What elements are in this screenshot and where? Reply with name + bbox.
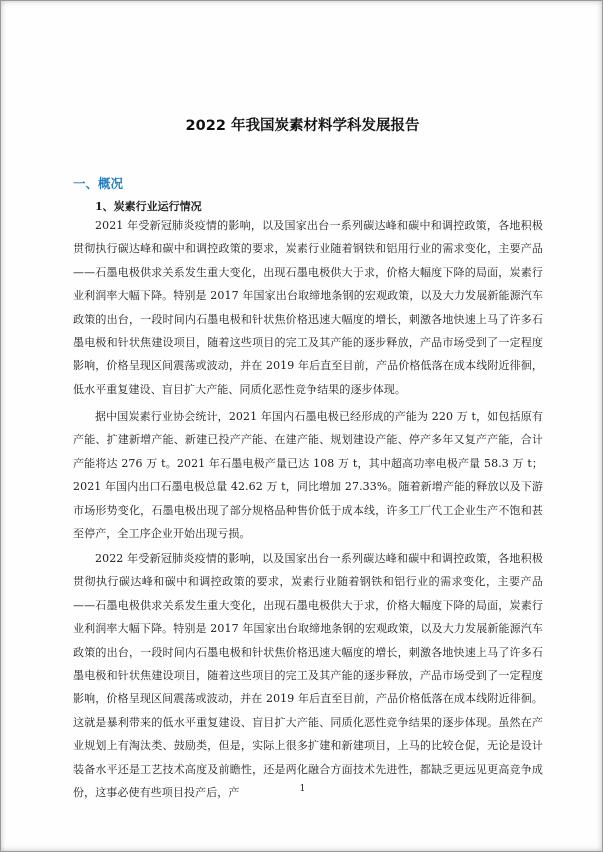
body-paragraph: 2021 年受新冠肺炎疫情的影响，以及国家出台一系列碳达峰和碳中和调控政策，各地积极贯彻执行碳达峰和碳中和调控政策的要求，炭素行业随着钢铁和铝用行业的需求变化，主要产品——石墨电极供求关系发生重大变化，出现石墨电极供大于求，价格大幅度下降的局面，炭素行业利润率大幅下降。特别是 2017 年国家出台取缔地条钢的宏观政策，以及大力发展新能源汽车政策的出台，一段时间内石墨电极和针状焦价格迅速大幅度的增长，刺激各地快速上马了许多石墨电极和针状焦建设项目，随着这些项目的完工及其产能的逐步释放，产品市场受到了一定程度影响，价格呈现区间震荡或波动，并在 2019 年后直至目前，产品价格低落在成本线附近徘徊，低水平重复建设、盲目扩大产能、同质化恶性竞争结果的逐步体现。 — [73, 219, 544, 396]
document-title: 2022 年我国炭素材料学科发展报告 — [185, 118, 420, 134]
body-paragraph: 据中国炭素行业协会统计，2021 年国内石墨电极已经形成的产能为 220 万 t，如包括原有产能、扩建新增产能、新建已投产产能、在建产能、规划建设产能、停产多年又复产产能，合计产能将达 276 万 t。2021 年石墨电极产量已达 108 万 t，其中超高功率电极产量 58.3 万 t；2021 年国内出口石墨电极总量 42.62 万 t，同比增加 27.33%。随着新增产能的释放以及下游市场形势变化，石墨电极出现了部分规格品种售价低于成本线，许多工厂代工企业生产不饱和甚至停产，全工序企业开始出现亏损。 — [73, 410, 543, 541]
section-heading: 一、概况 — [73, 176, 124, 191]
body-paragraph: 2022 年受新冠肺炎疫情的影响，以及国家出台一系列碳达峰和碳中和调控政策，各地积极贯彻执行碳达峰和碳中和调控政策的要求，炭素行业随着钢铁和铝行业的需求变化，主要产品——石墨电极供求关系发生重大变化，出现石墨电极供大于求，价格大幅度下降的局面，炭素行业利润率大幅下降。特别是 2017 年国家出台取缔地条钢的宏观政策，以及大力发展新能源汽车政策的出台，一段时间内石墨电极和针状焦价格迅速大幅度的增长，刺激各地快速上马了许多石墨电极和针状焦建设项目，随着这些项目的完工及其产能的逐步释放，产品市场受到了一定程度影响，价格呈现区间震荡或波动，并在 2019 年后直至目前，产品价格低落在成本线附近徘徊。这就是暴利带来的低水平重复建设、盲目扩大产能、同质化恶性竞争结果的逐步体现。虽然在产业规划上有淘汰类、鼓励类，但是，实际上很多扩建和新建项目，上马的比较仓促，无论是设计装备水平还是工艺技术高度及前瞻性，还是两化融合方面技术先进性，都缺乏更远见更高竞争成份，这事必使有些项目投产后，产 — [73, 552, 544, 800]
page-number: 1 — [299, 784, 306, 794]
subsection-heading: 1、炭素行业运行情况 — [95, 200, 202, 213]
